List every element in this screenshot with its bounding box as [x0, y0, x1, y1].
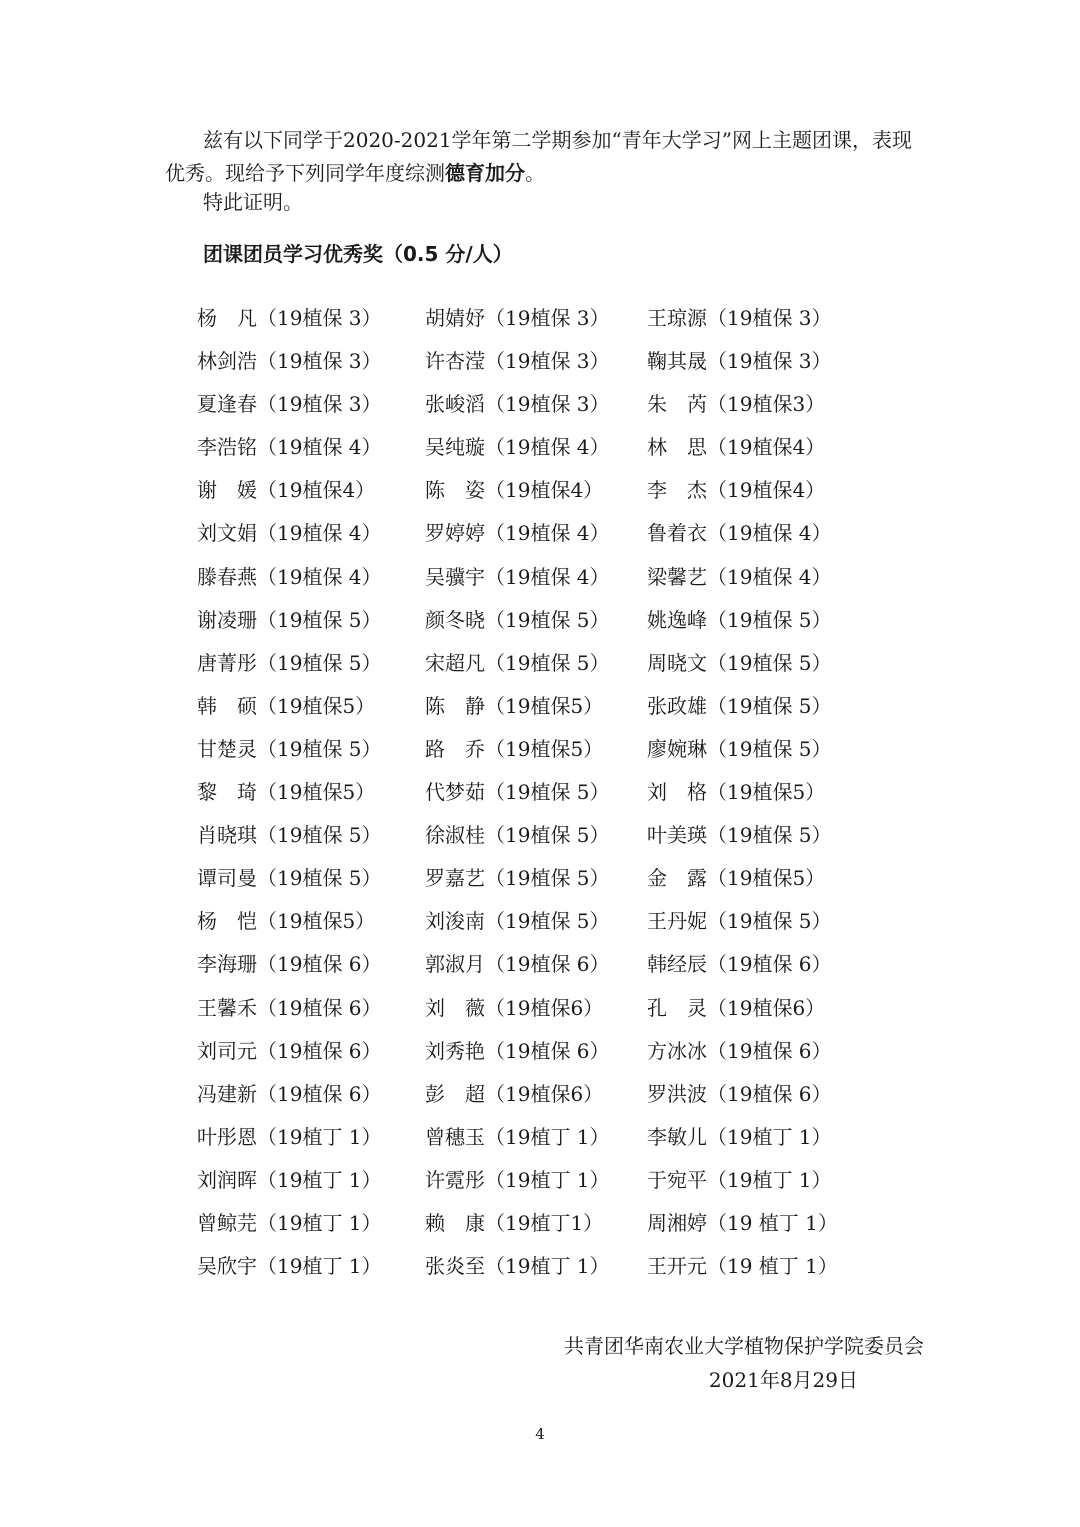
name-row [197, 686, 897, 729]
name-entry: 吴欣宇（19植丁 1） [197, 1254, 382, 1279]
name-entry: 杨 恺（19植保5） [197, 909, 376, 934]
name-entry: 廖婉琳（19植保 5） [647, 736, 832, 761]
name-entry: 王开元（19 植丁 1） [647, 1254, 838, 1279]
name-entry: 李海珊（19植保 6） [197, 952, 382, 977]
name-row [197, 1031, 897, 1074]
signature-org: 共青团华南农业大学植物保护学院委员会 [564, 1334, 924, 1358]
name-entry: 刘 薇（19植保6） [425, 995, 604, 1020]
name-row [197, 1203, 897, 1246]
name-entry: 冯建新（19植保 6） [197, 1081, 382, 1106]
name-entry: 陈 姿（19植保4） [425, 478, 604, 503]
name-entry: 罗婷婷（19植保 4） [425, 521, 610, 546]
name-entry: 刘润晖（19植丁 1） [197, 1167, 382, 1192]
name-entry: 曾穗玉（19植丁 1） [425, 1124, 610, 1149]
name-entry: 方冰冰（19植保 6） [647, 1038, 832, 1063]
name-entry: 鲁着衣（19植保 4） [647, 521, 832, 546]
name-entry: 林剑浩（19植保 3） [197, 349, 382, 374]
name-entry: 于宛平（19植丁 1） [647, 1167, 832, 1192]
name-entry: 叶彤恩（19植丁 1） [197, 1124, 382, 1149]
name-row [197, 1074, 897, 1117]
name-entry: 罗嘉艺（19植保 5） [425, 866, 610, 891]
name-entry: 金 露（19植保5） [647, 866, 826, 891]
name-entry: 甘楚灵（19植保 5） [197, 736, 382, 761]
name-entry: 张政雄（19植保 5） [647, 693, 832, 718]
name-entry: 许霓彤（19植丁 1） [425, 1167, 610, 1192]
name-entry: 许杏滢（19植保 3） [425, 349, 610, 374]
name-entry: 谭司曼（19植保 5） [197, 866, 382, 891]
name-entry: 叶美瑛（19植保 5） [647, 823, 832, 848]
name-row [197, 815, 897, 858]
name-entry: 刘秀艳（19植保 6） [425, 1038, 610, 1063]
name-entry: 曾鲸芫（19植丁 1） [197, 1210, 382, 1235]
name-row [197, 944, 897, 987]
name-row [197, 384, 897, 427]
name-entry: 李浩铭（19植保 4） [197, 435, 382, 460]
name-entry: 谢 媛（19植保4） [197, 478, 376, 503]
award-heading: 团课团员学习优秀奖（0.5 分/人） [203, 242, 513, 266]
intro-bold-text: 德育加分 [445, 161, 525, 185]
name-entry: 罗洪波（19植保 6） [647, 1081, 832, 1106]
name-entry: 吴骥宇（19植保 4） [425, 564, 610, 589]
name-entry: 张炎至（19植丁 1） [425, 1254, 610, 1279]
name-row [197, 513, 897, 556]
name-list [197, 298, 897, 1289]
name-entry: 彭 超（19植保6） [425, 1081, 604, 1106]
name-entry: 郭淑月（19植保 6） [425, 952, 610, 977]
name-entry: 刘浚南（19植保 5） [425, 909, 610, 934]
name-entry: 夏逢春（19植保 3） [197, 392, 382, 417]
name-row [197, 1117, 897, 1160]
name-entry: 杨 凡（19植保 3） [197, 306, 382, 330]
name-entry: 赖 康（19植丁1） [425, 1210, 604, 1235]
name-entry: 吴纯璇（19植保 4） [425, 435, 610, 460]
name-entry: 孔 灵（19植保6） [647, 995, 826, 1020]
name-row [197, 341, 897, 384]
certify-line: 特此证明。 [203, 190, 303, 214]
name-row [197, 470, 897, 513]
intro-end: 。 [525, 161, 545, 185]
name-row [197, 1246, 897, 1289]
name-entry: 徐淑桂（19植保 5） [425, 823, 610, 848]
name-row [197, 858, 897, 901]
name-entry: 韩 硕（19植保5） [197, 693, 376, 718]
name-row [197, 643, 897, 686]
name-entry: 胡婧妤（19植保 3） [425, 306, 610, 330]
name-entry: 滕春燕（19植保 4） [197, 564, 382, 589]
name-entry: 王丹妮（19植保 5） [647, 909, 832, 934]
page-number: 4 [535, 1425, 545, 1443]
name-entry: 路 乔（19植保5） [425, 736, 604, 761]
name-row [197, 600, 897, 643]
name-row [197, 298, 897, 341]
name-entry: 林 思（19植保4） [647, 435, 826, 460]
name-entry: 唐菁彤（19植保 5） [197, 650, 382, 675]
name-entry: 张峻滔（19植保 3） [425, 392, 610, 417]
name-entry: 周湘婷（19 植丁 1） [647, 1210, 838, 1235]
name-entry: 刘文娟（19植保 4） [197, 521, 382, 546]
name-entry: 王馨禾（19植保 6） [197, 995, 382, 1020]
intro-paragraph [165, 124, 925, 190]
name-row [197, 1160, 897, 1203]
name-entry: 鞠其晟（19植保 3） [647, 349, 832, 374]
intro-text: 兹有以下同学于2020-2021学年第二学期参加“青年大学习”网上主题团课，表现优秀。现给予下列同学年度综测 [165, 128, 913, 185]
name-entry: 刘 格（19植保5） [647, 780, 826, 805]
name-entry: 宋超凡（19植保 5） [425, 650, 610, 675]
name-entry: 周晓文（19植保 5） [647, 650, 832, 675]
name-row [197, 729, 897, 772]
name-entry: 王琼源（19植保 3） [647, 306, 832, 330]
name-entry: 肖晓琪（19植保 5） [197, 823, 382, 848]
name-entry: 陈 静（19植保5） [425, 693, 604, 718]
name-entry: 谢凌珊（19植保 5） [197, 607, 382, 632]
name-entry: 梁馨艺（19植保 4） [647, 564, 832, 589]
name-row [197, 901, 897, 944]
name-entry: 代梦茹（19植保 5） [425, 780, 610, 805]
name-row [197, 427, 897, 470]
signature-date: 2021年8月29日 [708, 1368, 858, 1392]
name-entry: 姚逸峰（19植保 5） [647, 607, 832, 632]
name-entry: 韩经辰（19植保 6） [647, 952, 832, 977]
name-entry: 朱 芮（19植保3） [647, 392, 826, 417]
name-row [197, 557, 897, 600]
name-row [197, 988, 897, 1031]
name-entry: 黎 琦（19植保5） [197, 780, 376, 805]
name-entry: 李 杰（19植保4） [647, 478, 826, 503]
name-entry: 颜冬晓（19植保 5） [425, 607, 610, 632]
name-entry: 李敏儿（19植丁 1） [647, 1124, 832, 1149]
name-row [197, 772, 897, 815]
name-entry: 刘司元（19植保 6） [197, 1038, 382, 1063]
